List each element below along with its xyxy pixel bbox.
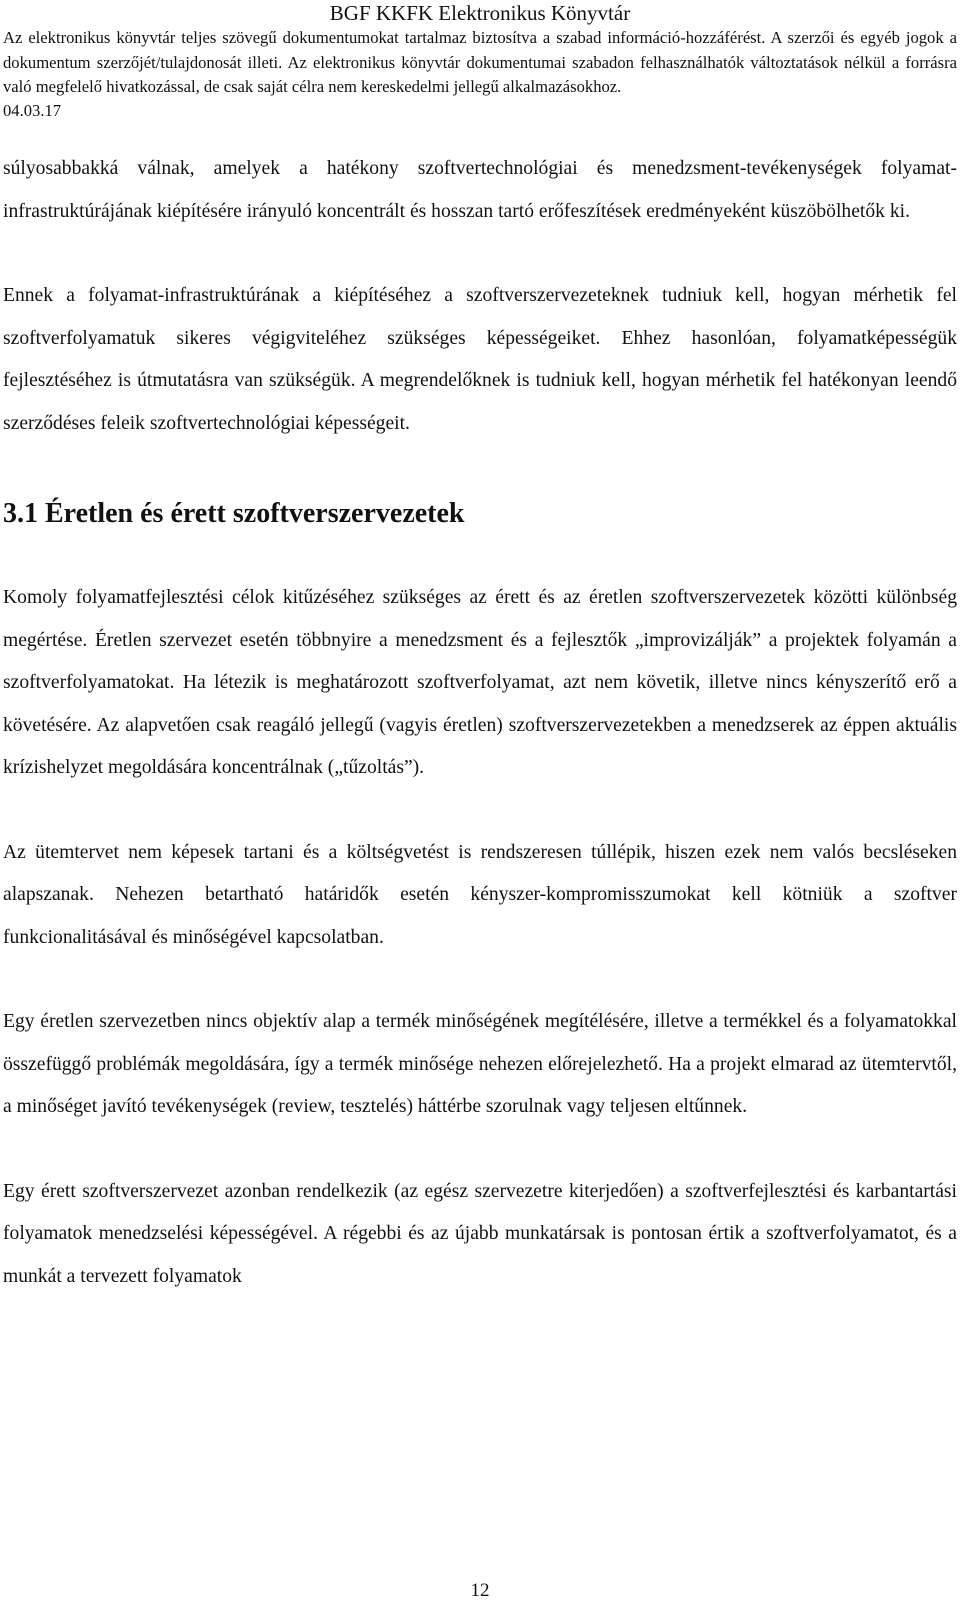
paragraph-6: Egy érett szoftverszervezet azonban rendelkezik (az egész szervezetre kiterjedően) a szoftverfejlesztési és karbantartási folyamatok menedzselési képességével. A régebbi és az újabb munkatársak is pontosan értik a szoftverfolyamatot, és a munkát a tervezett folyamatok <box>3 1180 957 1287</box>
page-header <box>0 0 960 122</box>
document-body <box>3 148 957 1298</box>
section-heading: 3.1 Éretlen és érett szoftverszervezetek <box>3 498 465 529</box>
document-date: 04.03.17 <box>3 100 62 120</box>
paragraph-3: Komoly folyamatfejlesztési célok kitűzéséhez szükséges az érett és az éretlen szoftverszervezetek közötti különbség megértése. Éretlen szervezet esetén többnyire a menedzsment és a fejlesztők „improvizálják” a projektek folyamán a szoftverfolyamatokat. Ha létezik is meghatározott szoftverfolyamat, azt nem követik, illetve nincs kényszerítő erő a követésére. Az alapvetően csak reagáló jellegű (vagyis éretlen) szoftverszervezetekben a menedzserek az éppen aktuális krízishelyzet megoldására koncentrálnak („tűzoltás”). <box>3 587 957 778</box>
page-number: 12 <box>470 1580 490 1601</box>
paragraph-2: Ennek a folyamat-infrastruktúrának a kiépítéséhez a szoftverszervezeteknek tudniuk kell, hogyan mérhetik fel szoftverfolyamatuk sikeres végigviteléhez szükséges képességeiket. Ehhez hasonlóan, folyamatképességük fejlesztéséhez is útmutatásra van szükségük. A megrendelőknek is tudniuk kell, hogyan mérhetik fel hatékonyan leendő szerződéses feleik szoftvertechnológiai képességeit. <box>3 285 957 434</box>
paragraph-1: súlyosabbakká válnak, amelyek a hatékony szoftvertechnológiai és menedzsment-tevékenységek folyamat-infrastruktúrájának kiépítésére irányuló koncentrált és hosszan tartó erőfeszítések eredményeként küszöbölhetők ki. <box>3 158 957 222</box>
copyright-notice: Az elektronikus könyvtár teljes szövegű dokumentumokat tartalmaz biztosítva a szabad információ-hozzáférést. A szerzői és egyéb jogok a dokumentum szerzőjét/tulajdonosát illeti. Az elektronikus könyvtár dokumentumai szabadon felhasználhatók változtatások nélkül a forrásra való megfelelő hivatkozással, de csak saját célra nem kereskedelmi jellegű alkalmazásokhoz. <box>3 28 957 96</box>
library-title: BGF KKFK Elektronikus Könyvtár <box>329 1 631 25</box>
paragraph-5: Egy éretlen szervezetben nincs objektív alap a termék minőségének megítélésére, illetve a termékkel és a folyamatokkal összefüggő problémák megoldására, így a termék minősége nehezen előrejelezhető. Ha a projekt elmarad az ütemtervtől, a minőséget javító tevékenységek (review, tesztelés) háttérbe szorulnak vagy teljesen eltűnnek. <box>3 1011 957 1117</box>
paragraph-4: Az ütemtervet nem képesek tartani és a költségvetést is rendszeresen túllépik, hiszen ezek nem valós becsléseken alapszanak. Nehezen betartható határidők esetén kényszer-kompromisszumokat kell kötniük a szoftver funkcionalitásával és minőségével kapcsolatban. <box>3 841 957 948</box>
